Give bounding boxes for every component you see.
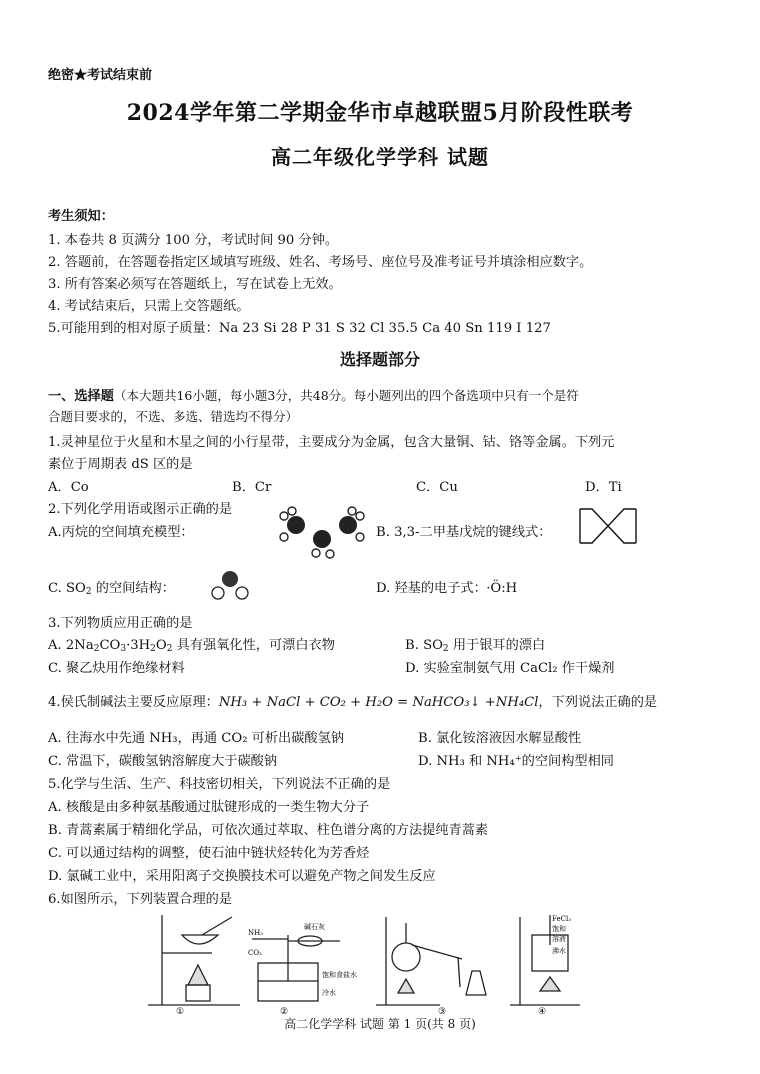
q3-option-c: C. 聚乙炔用作绝缘材料 xyxy=(48,661,185,676)
q3-option-a-text: 具有强氧化性，可漂白衣物 xyxy=(176,638,335,653)
q1-option-a: A．Co xyxy=(48,480,89,495)
exam-title: 2024学年第二学期金华市卓越联盟5月阶段性联考 xyxy=(126,100,634,126)
q4-stem-post: ，下列说法正确的是 xyxy=(538,695,658,710)
q4-stem-pre: 4.侯氏制碱法主要反应原理： xyxy=(48,695,219,710)
propane-model-image xyxy=(270,505,370,565)
exam-subtitle: 高二年级化学学科 试题 xyxy=(271,145,489,169)
q1-option-d: D．Ti xyxy=(585,480,622,495)
notice-item: 5.可能用到的相对原子质量：Na 23 Si 28 P 31 S 32 Cl 35.5 Ca 40 Sn 119 I 127 xyxy=(48,321,551,336)
label-solution: 溶液 xyxy=(552,935,566,943)
q1-stem: 1.灵神星位于火星和木星之间的小行星带，主要成分为金属，包含大量铜、钴、铬等金属。下列元 xyxy=(48,435,615,450)
q4-stem xyxy=(48,691,657,710)
q2-option-b: B. 3,3-二甲基戊烷的键线式： xyxy=(376,525,552,540)
confidential-mark: 绝密★考试结束前 xyxy=(48,68,153,83)
hydroxyl-electron-formula: ·Ö:H xyxy=(486,581,518,596)
q2-option-a: A.丙烷的空间填充模型： xyxy=(48,525,194,540)
part1-label: 一、选择题 xyxy=(48,389,114,404)
label-fecl3: FeCl₃ xyxy=(552,915,572,923)
q3-option-b: B. $SO_2$ 用于银耳的漂白 xyxy=(405,638,546,654)
q5-stem: 5.化学与生活、生产、科技密切相关，下列说法不正确的是 xyxy=(48,777,391,792)
q2-stem: 2.下列化学用语或图示正确的是 xyxy=(48,502,233,517)
figure-label-4: ④ xyxy=(538,1007,547,1015)
q4-equation: NH₃ + NaCl + CO₂ + H₂O = NaHCO₃↓ +NH₄Cl xyxy=(218,695,539,710)
section-title: 选择题部分 xyxy=(339,350,420,369)
q2-option-d-label: D. 羟基的电子式： xyxy=(376,581,481,596)
label-saturated: 饱和 xyxy=(552,925,566,933)
notice-item: 1. 本卷共 8 页满分 100 分，考试时间 90 分钟。 xyxy=(48,233,339,248)
q4-option-c: C. 常温下，碳酸氢钠溶解度大于碳酸钠 xyxy=(48,754,278,769)
q3-option-a: A. $2Na_2CO_3\cdot 3H_2O_2$ 具有强氧化性，可漂白衣物 xyxy=(48,638,335,654)
q2-option-c-text: 的空间结构： xyxy=(95,581,175,596)
q3-option-b-text: 用于银耳的漂白 xyxy=(452,638,546,653)
q3-stem: 3.下列物质应用正确的是 xyxy=(48,616,193,631)
notice-item: 2. 答题前，在答题卷指定区域填写班级、姓名、考场号、座位号及准考证号并填涂相应数字。 xyxy=(48,255,593,270)
q1-option-b: B．Cr xyxy=(232,480,272,495)
q6-stem: 6.如图所示，下列装置合理的是 xyxy=(48,892,233,907)
part1-desc: （本大题共16小题，每小题3分，共48分。每小题列出的四个备选项中只有一个是符 xyxy=(113,388,579,403)
skeletal-formula-image xyxy=(578,505,638,547)
part1-desc-2: 合题目要求的，不选、多选、错选均不得分） xyxy=(48,409,299,424)
label-brine: 饱和食盐水 xyxy=(322,971,357,979)
q1-option-c: C．Cu xyxy=(416,480,458,495)
q4-option-b: B. 氯化铵溶液因水解显酸性 xyxy=(418,731,582,746)
q3-option-d: D. 实验室制氨气用 CaCl₂ 作干燥剂 xyxy=(405,661,615,676)
so2-model-image xyxy=(205,565,255,605)
notice-item: 3. 所有答案必须写在答题纸上，写在试卷上无效。 xyxy=(48,277,342,292)
label-co2: CO₂ xyxy=(248,949,262,957)
label-boiling-water: 沸水 xyxy=(552,947,566,955)
q5-option-b: B. 青蒿素属于精细化学品，可依次通过萃取、柱色谱分离的方法提纯青蒿素 xyxy=(48,823,489,838)
q5-option-a: A. 核酸是由多种氨基酸通过肽键形成的一类生物大分子 xyxy=(48,800,370,815)
notice-heading: 考生须知： xyxy=(48,209,114,224)
part1-heading xyxy=(48,385,579,404)
label-cold-water: 冷水 xyxy=(322,989,336,997)
q2-option-d xyxy=(376,577,517,596)
q2-option-c: C. $SO_2$ 的空间结构： xyxy=(48,581,175,597)
q5-option-c: C. 可以通过结构的调整，使石油中链状烃转化为芳香烃 xyxy=(48,846,370,861)
label-soda-lime: 碱石灰 xyxy=(304,923,325,931)
q6-apparatus-figure xyxy=(140,905,590,1015)
page-footer: 高二化学学科 试题 第 1 页(共 8 页) xyxy=(284,1017,476,1031)
figure-label-2: ② xyxy=(280,1007,289,1015)
q4-option-d: D. NH₃ 和 NH₄⁺的空间构型相同 xyxy=(418,754,614,769)
figure-label-3: ③ xyxy=(438,1007,447,1015)
notice-item: 4. 考试结束后，只需上交答题纸。 xyxy=(48,299,250,314)
q5-option-d: D. 氯碱工业中，采用阳离子交换膜技术可以避免产物之间发生反应 xyxy=(48,869,436,884)
q1-stem-2: 素位于周期表 dS 区的是 xyxy=(48,457,193,472)
label-nh3: NH₃ xyxy=(248,929,264,937)
figure-label-1: ① xyxy=(176,1007,185,1015)
q4-option-a: A. 往海水中先通 NH₃，再通 CO₂ 可析出碳酸氢钠 xyxy=(48,731,344,746)
